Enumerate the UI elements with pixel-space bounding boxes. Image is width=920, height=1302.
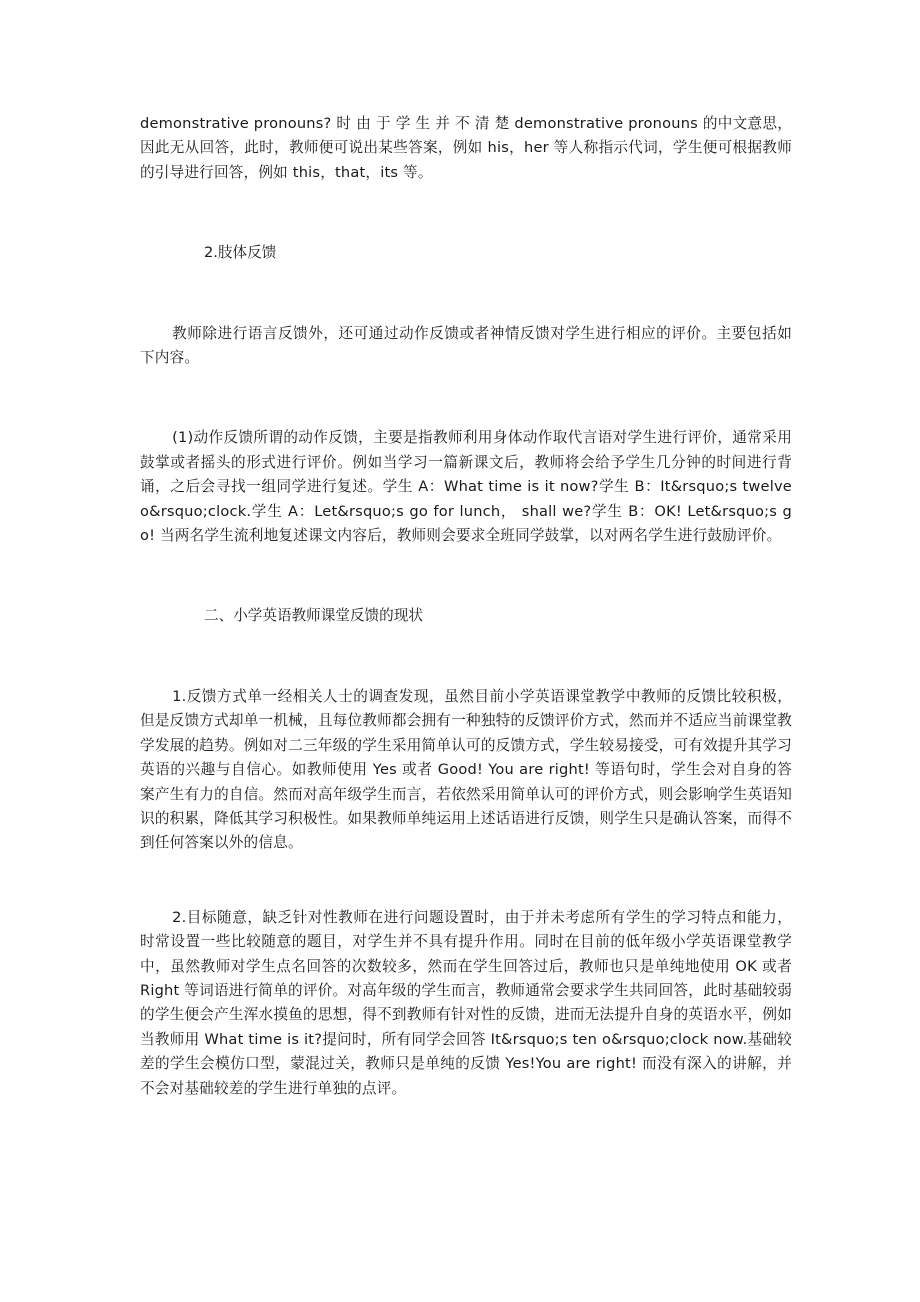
heading-body-feedback: 2.肢体反馈 (204, 244, 277, 262)
heading-feedback-status: 二、小学英语教师课堂反馈的现状 (204, 607, 423, 625)
spacer (140, 185, 792, 241)
paragraph-demonstrative-pronouns: demonstrative pronouns? 时 由 于 学 生 并 不 清 楚 demonstrative pronouns 的中文意思，因此无从回答，此时，教师便可说出某些答案，例如 his，her 等人称指示代词，学生便可根据教师的引导进行回答，例如 this，that，its 等。 (140, 115, 792, 181)
spacer (140, 629, 792, 685)
paragraph-single-feedback-method: 1.反馈方式单一经相关人士的调查发现，虽然目前小学英语课堂教学中教师的反馈比较积极，但是反馈方式却单一机械，且每位教师都会拥有一种独特的反馈评价方式，然而并不适应当前课堂教学发展的趋势。例如对二三年级的学生采用简单认可的反馈方式，学生较易接受，可有效提升其学习英语的兴趣与自信心。如教师使用 Yes 或者 Good! You are right! 等语句时，学生会对自身的答案产生有力的自信。然而对高年级学生而言，若依然采用简单认可的评价方式，则会影响学生英语知识的积累，降低其学习积极性。如果教师单纯运用上述话语进行反馈，则学生只是确认答案，而得不到任何答案以外的信息。 (140, 687, 792, 852)
document-page (140, 112, 792, 1101)
paragraph-action-feedback: (1)动作反馈所谓的动作反馈，主要是指教师利用身体动作取代言语对学生进行评价，通常采用鼓掌或者摇头的形式进行评价。例如当学习一篇新课文后，教师将会给予学生几分钟的时间进行背诵，之后会寻找一组同学进行复述。学生 A：What time is it now?学生 B：It&rsquo;s twelve o&rsquo;clock.学生 A：Let&rsquo;s go for lunch， shall we?学生 B：OK! Let&rsquo;s go! 当两名学生流利地复述课文内容后，教师则会要求全班同学鼓掌，以对两名学生进行鼓励评价。 (140, 429, 792, 545)
spacer (140, 370, 792, 426)
paragraph-random-targets: 2.目标随意，缺乏针对性教师在进行问题设置时，由于并未考虑所有学生的学习特点和能力，时常设置一些比较随意的题目，对学生并不具有提升作用。同时在目前的低年级小学英语课堂教学中，虽然教师对学生点名回答的次数较多，然而在学生回答过后，教师也只是单纯地使用 OK 或者 Right 等词语进行简单的评价。对高年级的学生而言，教师通常会要求学生共同回答，此时基础较弱的学生便会产生浑水摸鱼的思想，得不到教师有针对性的反馈，进而无法提升自身的英语水平，例如当教师用 What time is it?提问时，所有同学会回答 It&rsquo;s ten o&rsquo;clock now.基础较差的学生会模仿口型，蒙混过关，教师只是单纯的反馈 Yes!You are right! 而没有深入的讲解，并不会对基础较差的学生进行单独的点评。 (140, 908, 792, 1097)
paragraph-body-feedback-intro: 教师除进行语言反馈外，还可通过动作反馈或者神情反馈对学生进行相应的评价。主要包括如下内容。 (140, 324, 792, 367)
spacer (140, 266, 792, 322)
spacer (140, 856, 792, 906)
spacer (140, 548, 792, 604)
